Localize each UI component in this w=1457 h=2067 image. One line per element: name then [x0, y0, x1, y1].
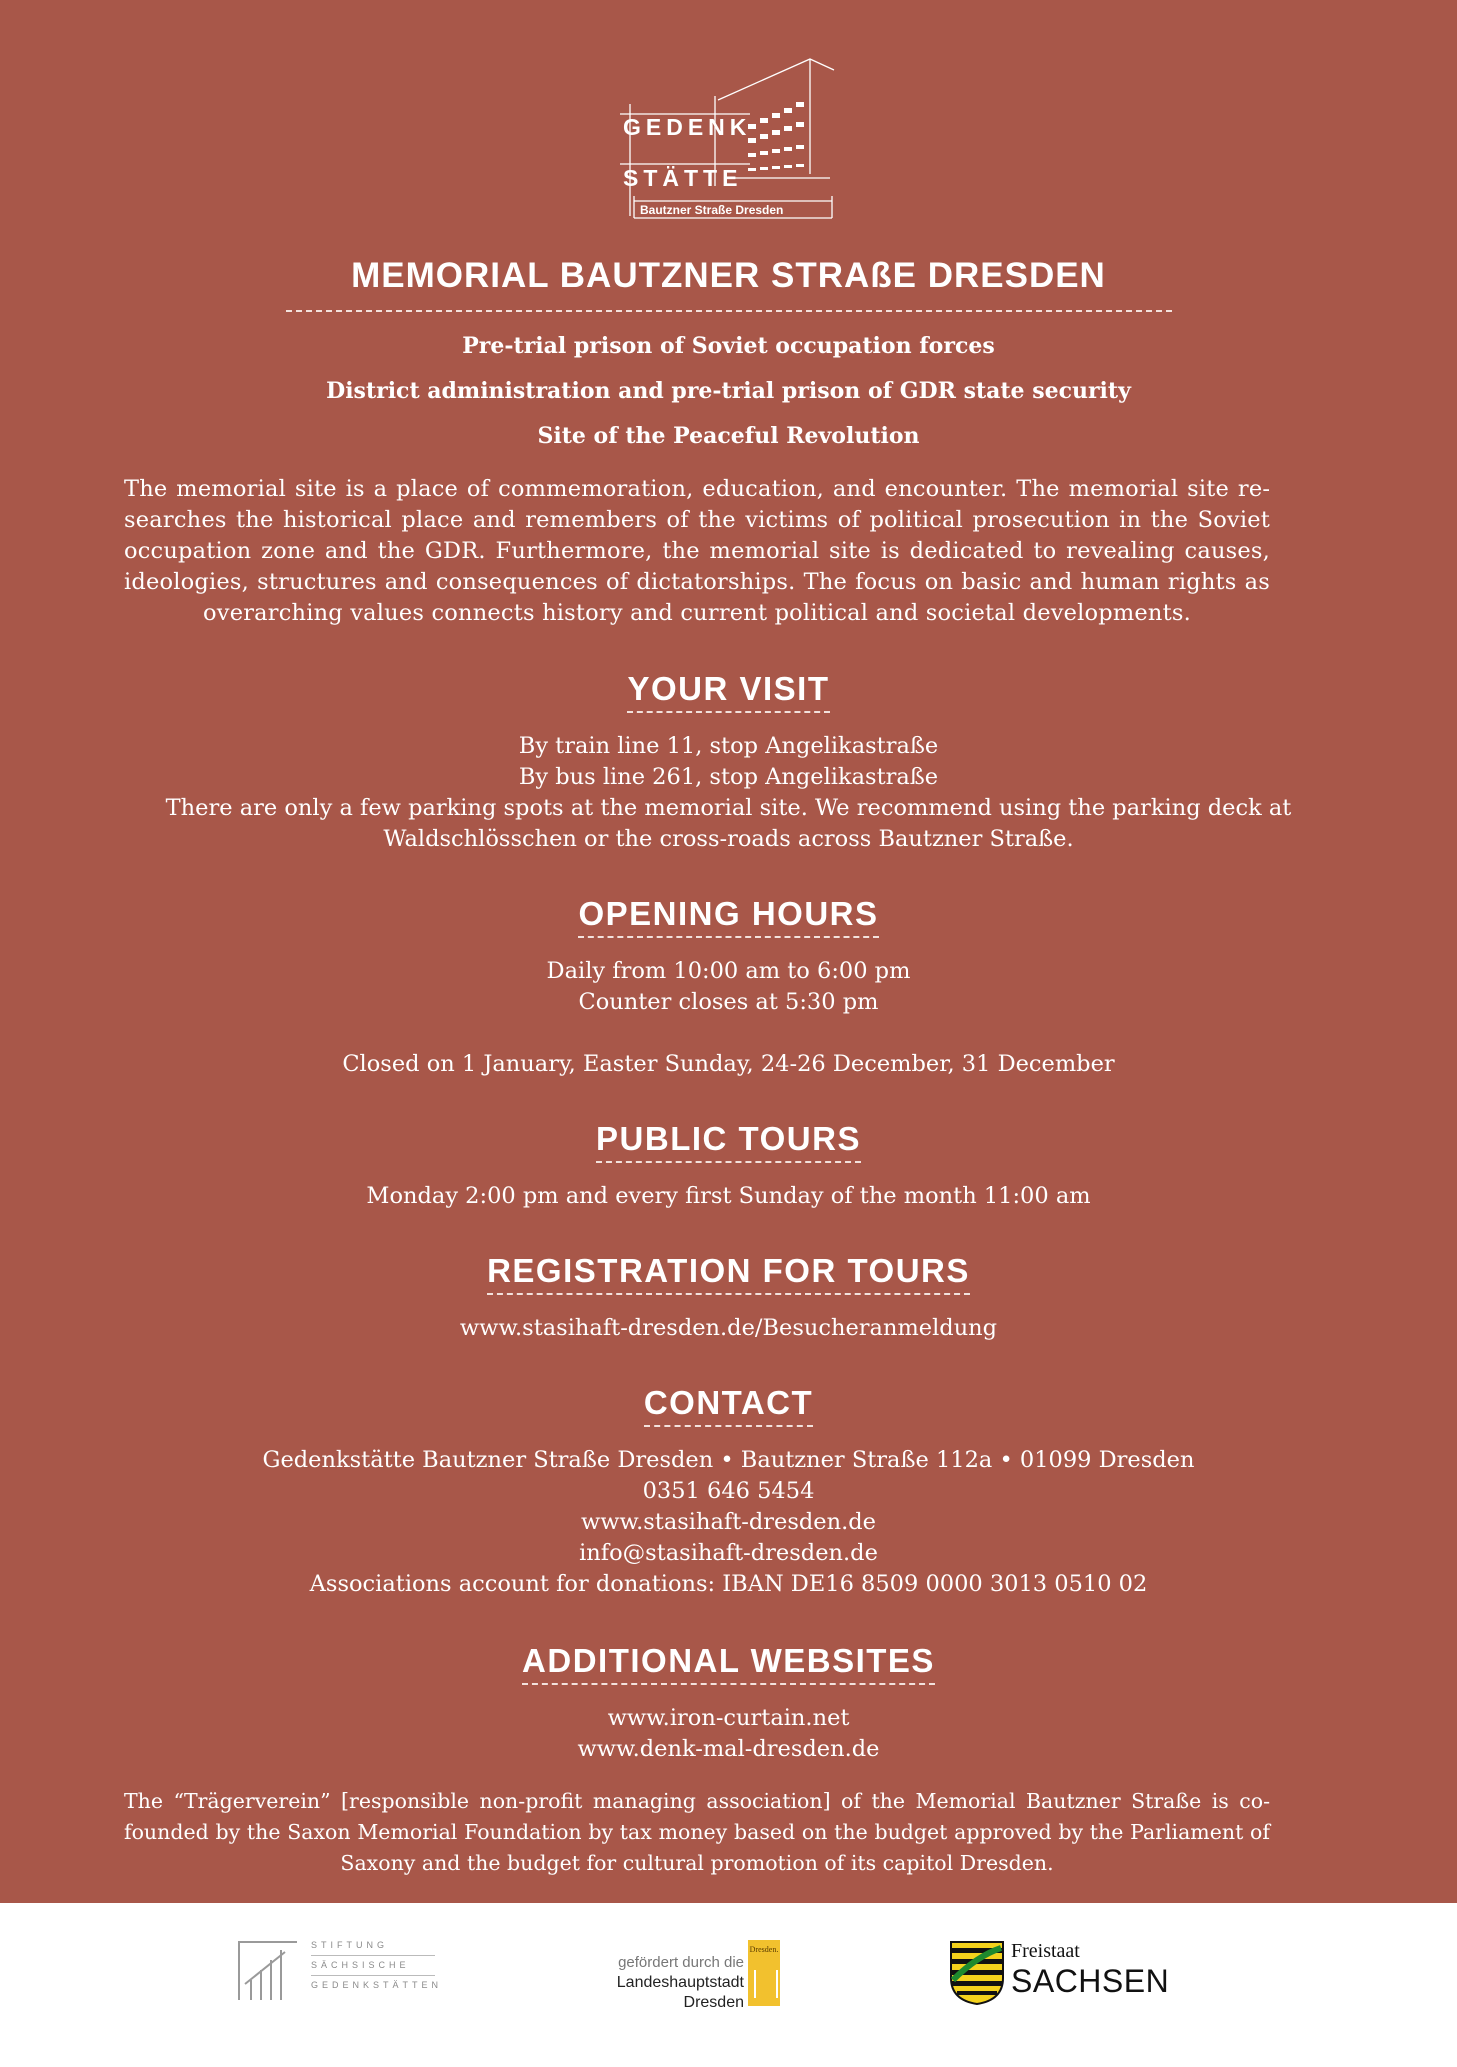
- contact-info: [100, 1445, 1357, 1600]
- stiftung-line2: SÄCHSISCHE: [311, 1960, 435, 1976]
- intro-paragraph: The memorial site is a place of commemoration, education, and encounter. The memorial site researches the historical place and remembers of the victims of political prosecution in the Soviet occupation zone and the GDR. Furthermore, the memorial site is dedicated to revealing causes, ideologies, structures and consequences of dictatorships. The focus on basic and human rights as overarching values connects history and current political and societal developments.: [124, 476, 1270, 626]
- hours-spacer: [100, 1018, 1357, 1049]
- dresden-badge-bars: [754, 1970, 778, 1998]
- stiftung-emblem-icon: [237, 1940, 299, 2002]
- sachsen-coat-of-arms-icon: [949, 1940, 1005, 2006]
- memorial-logo: [620, 56, 840, 221]
- dresden-logo: [604, 1940, 784, 2010]
- subtitle-1: Pre-trial prison of Soviet occupation forces: [462, 333, 995, 359]
- footer-note: The “Trägerverein” [responsible non-profit managing association] of the Memorial Bautzner Straße is cofounded by the Saxon Memorial Foundation by tax money based on the budget approved by the Parliament of Saxony and the budget for cultural promotion of its capitol Dresden.: [124, 1789, 1270, 1875]
- visit-line-parking: There are only a few parking spots at the memorial site. We recommend using the parking deck at: [165, 795, 1292, 821]
- contact-iban: Associations account for donations: IBAN DE16 8509 0000 3013 0510 02: [309, 1571, 1148, 1597]
- contact-heading-text: CONTACT: [644, 1384, 813, 1427]
- tours-heading: [0, 1120, 1457, 1163]
- registration-heading-text: REGISTRATION FOR TOURS: [487, 1252, 970, 1295]
- registration-heading: [0, 1252, 1457, 1295]
- dresden-badge-text: Dresden.: [749, 1945, 779, 1954]
- tours-heading-text: PUBLIC TOURS: [596, 1120, 861, 1163]
- page-title: MEMORIAL BAUTZNER STRAßE DRESDEN: [351, 256, 1106, 295]
- subtitle-2: District administration and pre-trial prison of GDR state security: [326, 378, 1131, 404]
- stiftung-line3: GEDENKSTÄTTEN: [311, 1980, 443, 1990]
- contact-email[interactable]: info@stasihaft-dresden.de: [579, 1540, 878, 1566]
- visit-line-train: By train line 11, stop Angelikastraße: [518, 733, 939, 759]
- tours-line: Monday 2:00 pm and every first Sunday of the month 11:00 am: [366, 1183, 1091, 1209]
- logo-line1: GEDENK: [623, 114, 752, 140]
- sachsen-logo: [949, 1940, 1169, 2010]
- websites-info: [100, 1703, 1357, 1765]
- registration-info: [100, 1313, 1357, 1344]
- hours-heading: [0, 895, 1457, 938]
- hours-line-daily: Daily from 10:00 am to 6:00 pm: [546, 958, 911, 984]
- contact-phone[interactable]: 0351 646 5454: [642, 1478, 815, 1504]
- website-denk-mal[interactable]: www.denk-mal-dresden.de: [577, 1736, 880, 1762]
- dresden-line3: Dresden: [683, 1994, 744, 2011]
- tours-info: [100, 1181, 1357, 1212]
- visit-heading: [0, 670, 1457, 713]
- dresden-line1: gefördert durch die: [618, 1954, 744, 1971]
- logo-line3: Bautzner Straße Dresden: [640, 203, 784, 217]
- website-iron-curtain[interactable]: www.iron-curtain.net: [607, 1705, 850, 1731]
- visit-line-parking-2: Waldschlösschen or the cross-roads across Bautzner Straße.: [383, 826, 1074, 852]
- visit-heading-text: YOUR VISIT: [627, 670, 829, 713]
- stiftung-line1: STIFTUNG: [311, 1940, 435, 1956]
- websites-heading: [0, 1642, 1457, 1685]
- registration-link[interactable]: www.stasihaft-dresden.de/Besucheranmeldung: [459, 1315, 998, 1341]
- hours-line-counter: Counter closes at 5:30 pm: [578, 989, 879, 1015]
- hours-heading-text: OPENING HOURS: [578, 895, 878, 938]
- stiftung-logo: [237, 1940, 443, 2002]
- subtitle-3: Site of the Peaceful Revolution: [537, 423, 920, 449]
- visit-line-bus: By bus line 261, stop Angelikastraße: [518, 764, 939, 790]
- dresden-badge-icon: [748, 1940, 780, 2006]
- dresden-line2: Landeshauptstadt: [616, 1974, 744, 1991]
- contact-heading: [0, 1384, 1457, 1427]
- contact-website[interactable]: www.stasihaft-dresden.de: [581, 1509, 876, 1535]
- visit-info: [100, 731, 1357, 855]
- hours-info: [100, 956, 1357, 1080]
- logo-line2: STÄTTE: [623, 165, 743, 191]
- sachsen-line1: Freistaat: [1011, 1940, 1080, 1962]
- contact-address: Gedenkstätte Bautzner Straße Dresden • Bautzner Straße 112a • 01099 Dresden: [262, 1447, 1195, 1473]
- websites-heading-text: ADDITIONAL WEBSITES: [522, 1642, 935, 1685]
- title-divider: [286, 310, 1172, 312]
- hours-line-closed: Closed on 1 January, Easter Sunday, 24-26 December, 31 December: [342, 1051, 1115, 1077]
- sachsen-line2: SACHSEN: [1011, 1963, 1170, 1999]
